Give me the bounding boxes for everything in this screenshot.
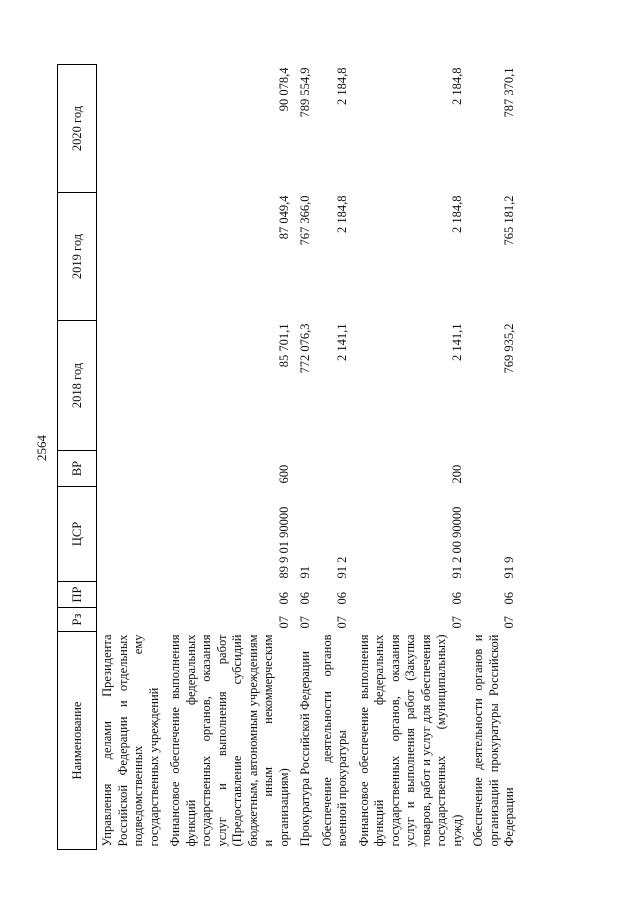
row-2019: 2 184,8 [449,195,464,233]
row-name: Обеспечение деятельности органов военной прокуратуры [319,634,349,847]
row-2018: 2 141,1 [335,323,349,361]
row-rz: 07 [449,616,464,629]
row-vr [97,451,166,487]
row-pr: 06 [335,592,349,605]
row-2018: 85 701,1 [276,323,291,368]
row-2019: 765 181,2 [502,195,516,246]
page-number: 2564 [34,435,49,461]
table-row [354,65,469,850]
row-2020: 2 184,8 [449,67,464,105]
row-2018: 769 935,2 [502,323,516,374]
table-row [295,65,317,850]
budget-table [57,64,521,850]
row-csr: 91 2 00 90000 [449,506,464,579]
rotated-table-page [57,65,605,850]
header-csr: ЦСР [58,487,97,582]
row-pr: 06 [298,592,312,605]
row-2018 [97,321,166,451]
row-name: Финансовое обеспечение выполнения функций федеральных государственных органов, оказания услуг и выполнения работ (Закупка товаров, работ и услуг для обеспечения государственных (муниципальных) нужд) [356,634,464,847]
row-2019: 2 184,8 [335,195,349,233]
row-csr: 91 9 [502,556,516,579]
row-rz: 07 [502,616,516,629]
row-2020: 789 554,9 [298,67,312,118]
row-csr: 91 2 [335,556,349,579]
row-vr [468,451,521,487]
row-pr: 06 [449,592,464,605]
row-2019: 87 049,4 [276,195,291,240]
header-vr: ВР [58,451,97,487]
row-vr [317,451,354,487]
row-name: Обеспечение деятельности органов и организаций прокуратуры Российской Федерации [471,634,516,847]
header-pr: ПР [58,582,97,608]
row-csr [97,487,166,582]
row-vr: 600 [276,464,291,484]
header-name: Наименование [58,632,97,850]
row-pr [97,582,166,608]
row-rz: 07 [298,616,312,629]
header-rz: Рз [58,608,97,632]
row-pr: 06 [502,592,516,605]
row-vr: 200 [449,464,464,484]
row-2020: 90 078,4 [276,67,291,112]
row-2020 [97,65,166,193]
row-2020: 2 184,8 [335,67,349,105]
row-rz: 07 [335,616,349,629]
row-2019: 767 366,0 [298,195,312,246]
row-2020: 787 370,1 [502,67,516,118]
row-csr: 89 9 01 90000 [276,506,291,579]
table-row [97,65,166,850]
table-row [468,65,521,850]
table-row [165,65,295,850]
row-name: Финансовое обеспечение выполнения функций федеральных государственных органов, оказания услуг и выполнения работ (Предоставление субсидий бюджетным, автономным учреждениям и иным некоммерческим организациям) [168,634,291,847]
row-2019 [97,193,166,321]
row-name: Управления делами Президента Российской Федерации и отдельных подведомственных ему государственных учреждений [100,634,161,847]
header-row [58,65,97,850]
row-pr: 06 [276,592,291,605]
row-name: Прокуратура Российской Федерации [298,651,312,847]
row-rz: 07 [276,616,291,629]
row-2018: 2 141,1 [449,323,464,361]
row-2018: 772 076,3 [298,323,312,374]
header-2018: 2018 год [58,321,97,451]
row-vr [295,451,317,487]
row-rz [97,608,166,632]
header-2020: 2020 год [58,65,97,193]
row-csr: 91 [298,566,312,579]
header-2019: 2019 год [58,193,97,321]
table-row [317,65,354,850]
